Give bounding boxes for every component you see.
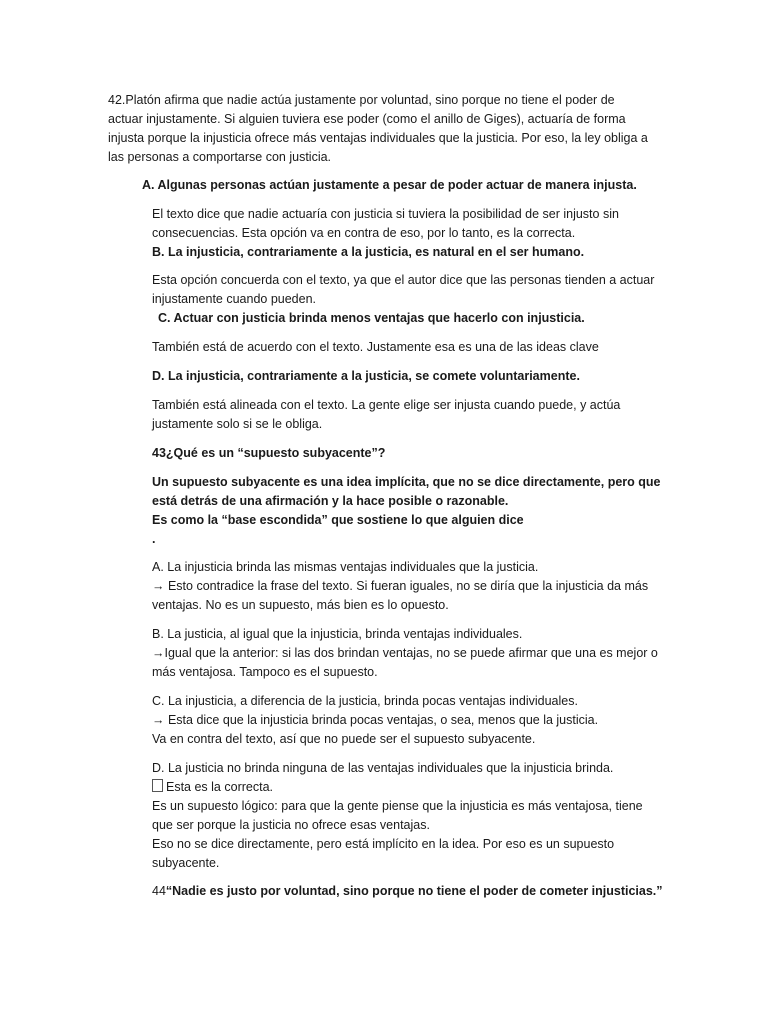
q43-option-line: Es un supuesto lógico: para que la gente piense que la injusticia es más ventajosa, tiene xyxy=(152,799,643,813)
q43-option-b xyxy=(152,625,658,682)
q43-definition xyxy=(152,473,660,549)
q44-heading xyxy=(152,882,663,901)
q42-intro xyxy=(108,91,648,167)
q43-option-line: A. La injusticia brinda las mismas ventajas individuales que la justicia. xyxy=(152,560,539,574)
q42-intro-line: las personas a comportarse con justicia. xyxy=(108,150,332,164)
q43-option-line: D. La justicia no brinda ninguna de las ventajas individuales que la injusticia brinda. xyxy=(152,761,614,775)
q42-comment-a xyxy=(152,205,619,243)
q43-option-a xyxy=(152,558,648,615)
q42-intro-line: actuar injustamente. Si alguien tuviera ese poder (como el anillo de Giges), actuaría de forma xyxy=(108,112,626,126)
correct-answer-note: Esta es la correcta. xyxy=(166,780,273,794)
q42-intro-line: 42.Platón afirma que nadie actúa justamente por voluntad, sino porque no tiene el poder de xyxy=(108,93,615,107)
q42-comment-line: También está alineada con el texto. La gente elige ser injusta cuando puede, y actúa xyxy=(152,398,621,412)
q43-option-line: → Esta dice que la injusticia brinda pocas ventajas, o sea, menos que la justicia. xyxy=(152,713,599,727)
q42-comment-b xyxy=(152,271,654,309)
q43-option-line: B. La justicia, al igual que la injusticia, brinda ventajas individuales. xyxy=(152,627,523,641)
q43-definition-line: está detrás de una afirmación y la hace posible o razonable. xyxy=(152,494,509,508)
q43-option-line xyxy=(152,778,643,797)
q42-option-d: D. La injusticia, contrariamente a la justicia, se comete voluntariamente. xyxy=(152,369,580,383)
q43-option-line: que ser porque la justicia no ofrece esas ventajas. xyxy=(152,818,430,832)
q42-comment-line: El texto dice que nadie actuaría con justicia si tuviera la posibilidad de ser injusto sin xyxy=(152,207,619,221)
q43-definition-line: Un supuesto subyacente es una idea implícita, que no se dice directamente, pero que xyxy=(152,475,661,489)
q42-comment-c: También está de acuerdo con el texto. Justamente esa es una de las ideas clave xyxy=(152,340,599,354)
q43-option-line: Va en contra del texto, así que no puede ser el supuesto subyacente. xyxy=(152,732,536,746)
q43-option-line: Eso no se dice directamente, pero está implícito en la idea. Por eso es un supuesto xyxy=(152,837,615,851)
q42-comment-line: consecuencias. Esta opción va en contra de eso, por lo tanto, es la correcta. xyxy=(152,226,576,240)
q43-option-line: subyacente. xyxy=(152,856,220,870)
q43-option-line: → Esto contradice la frase del texto. Si fueran iguales, no se diría que la injusticia da más xyxy=(152,579,649,593)
q44-number: 44 xyxy=(152,884,166,898)
missing-glyph-icon xyxy=(152,779,163,792)
q42-comment-line: injustamente cuando pueden. xyxy=(152,292,317,306)
q43-option-line: ventajas. No es un supuesto, más bien es lo opuesto. xyxy=(152,598,449,612)
q43-definition-line: . xyxy=(152,532,156,546)
q42-option-b: B. La injusticia, contrariamente a la justicia, es natural en el ser humano. xyxy=(152,245,585,259)
q42-comment-d xyxy=(152,396,620,434)
q43-option-line: C. La injusticia, a diferencia de la justicia, brinda pocas ventajas individuales. xyxy=(152,694,578,708)
q42-comment-line: Esta opción concuerda con el texto, ya que el autor dice que las personas tienden a actuar xyxy=(152,273,655,287)
q42-option-a: A. Algunas personas actúan justamente a pesar de poder actuar de manera injusta. xyxy=(142,178,637,192)
q43-option-line: →Igual que la anterior: si las dos brindan ventajas, no se puede afirmar que una es mejor o xyxy=(152,646,658,660)
q42-option-c: C. Actuar con justicia brinda menos ventajas que hacerlo con injusticia. xyxy=(158,311,585,325)
q43-option-c xyxy=(152,692,598,749)
q43-option-line: más ventajosa. Tampoco es el supuesto. xyxy=(152,665,378,679)
q42-comment-line: justamente solo si se le obliga. xyxy=(152,417,323,431)
q42-intro-line: injusta porque la injusticia ofrece más ventajas individuales que la justicia. Por eso, la ley obliga a xyxy=(108,131,648,145)
q43-option-d xyxy=(152,759,643,873)
q43-definition-line: Es como la “base escondida” que sostiene lo que alguien dice xyxy=(152,513,524,527)
q43-question: 43¿Qué es un “supuesto subyacente”? xyxy=(152,446,386,460)
q44-quote: “Nadie es justo por voluntad, sino porque no tiene el poder de cometer injusticias.” xyxy=(165,884,663,898)
